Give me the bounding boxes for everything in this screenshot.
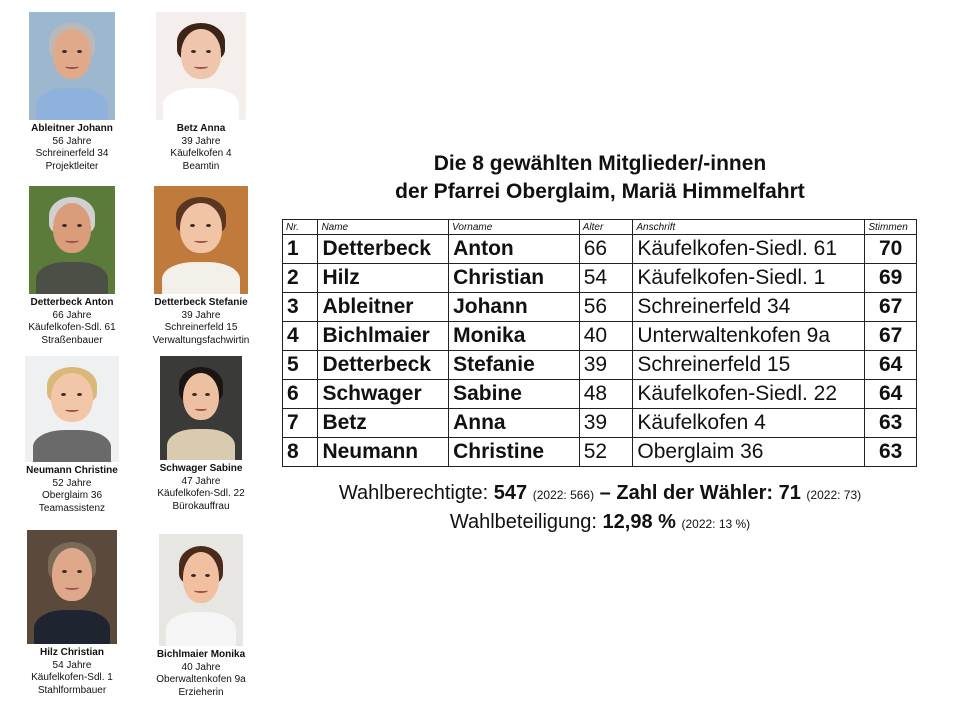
page-title <box>282 150 918 206</box>
header-name: Name <box>318 220 449 235</box>
table-row <box>283 293 917 322</box>
cell-name: Bichlmaier <box>318 322 449 351</box>
voters-prev: (2022: 73) <box>806 488 862 502</box>
header-anschrift: Anschrift <box>633 220 865 235</box>
table-body <box>283 235 917 467</box>
cell-vorname: Stefanie <box>449 351 580 380</box>
member-photo <box>29 12 115 120</box>
cell-name: Schwager <box>318 380 449 409</box>
cell-anschrift: Oberglaim 36 <box>633 438 865 467</box>
member-card <box>136 12 266 173</box>
cell-anschrift: Käufelkofen-Siedl. 22 <box>633 380 865 409</box>
member-age: 52 Jahre <box>52 477 92 489</box>
turnout-value: 12,98 % <box>602 511 676 533</box>
cell-alter: 39 <box>579 351 633 380</box>
cell-nr: 1 <box>283 235 318 264</box>
summary-line-2 <box>282 511 918 534</box>
member-photo <box>156 12 246 120</box>
cell-stimmen: 63 <box>865 438 917 467</box>
cell-anschrift: Unterwaltenkofen 9a <box>633 322 865 351</box>
cell-nr: 7 <box>283 409 318 438</box>
member-age: 39 Jahre <box>181 135 221 147</box>
summary-line-1 <box>282 482 918 505</box>
cell-alter: 39 <box>579 409 633 438</box>
member-card <box>136 356 266 513</box>
cell-stimmen: 64 <box>865 351 917 380</box>
header-stimmen: Stimmen <box>865 220 917 235</box>
member-age: 54 Jahre <box>52 659 92 671</box>
member-name: Hilz Christian <box>40 647 104 658</box>
member-job: Verwaltungsfachwirtin <box>152 334 250 346</box>
member-name: Neumann Christine <box>26 465 118 476</box>
cell-alter: 48 <box>579 380 633 409</box>
cell-stimmen: 63 <box>865 409 917 438</box>
voters-label: – Zahl der Wähler: <box>599 482 774 504</box>
cell-vorname: Christian <box>449 264 580 293</box>
cell-alter: 54 <box>579 264 633 293</box>
cell-anschrift: Käufelkofen-Siedl. 61 <box>633 235 865 264</box>
results-table <box>282 219 917 467</box>
cell-stimmen: 70 <box>865 235 917 264</box>
cell-stimmen: 69 <box>865 264 917 293</box>
member-age: 56 Jahre <box>52 135 92 147</box>
header-alter: Alter <box>579 220 633 235</box>
eligible-label: Wahlberechtigte: <box>338 482 489 504</box>
member-name: Ableitner Johann <box>31 123 113 134</box>
cell-nr: 4 <box>283 322 318 351</box>
table-row <box>283 264 917 293</box>
member-card <box>7 530 137 697</box>
member-card <box>7 12 137 173</box>
header-nr: Nr. <box>283 220 318 235</box>
member-photo <box>159 534 243 646</box>
member-card <box>136 534 266 699</box>
member-photo <box>29 186 115 294</box>
member-address: Käufelkofen-Sdl. 1 <box>31 672 113 683</box>
cell-alter: 56 <box>579 293 633 322</box>
member-age: 39 Jahre <box>181 309 221 321</box>
table-header-row <box>283 220 917 235</box>
member-job: Erzieherin <box>178 686 224 698</box>
header-vorname: Vorname <box>449 220 580 235</box>
member-address: Käufelkofen-Sdl. 61 <box>28 322 116 333</box>
table-row <box>283 409 917 438</box>
eligible-value: 547 <box>493 482 528 504</box>
member-age: 47 Jahre <box>181 475 221 487</box>
member-card <box>136 186 266 347</box>
cell-anschrift: Käufelkofen 4 <box>633 409 865 438</box>
member-photo <box>160 356 242 460</box>
cell-name: Hilz <box>318 264 449 293</box>
table-row <box>283 235 917 264</box>
table-row <box>283 380 917 409</box>
member-name: Schwager Sabine <box>159 463 243 474</box>
cell-vorname: Anton <box>449 235 580 264</box>
member-card <box>7 356 137 515</box>
member-job: Teamassistenz <box>38 502 106 514</box>
member-photo <box>154 186 248 294</box>
table-row <box>283 322 917 351</box>
member-address: Oberwaltenkofen 9a <box>156 674 246 685</box>
voters-value: 71 <box>778 482 801 504</box>
member-address: Schreinerfeld 34 <box>35 148 109 159</box>
member-photo <box>25 356 119 462</box>
turnout-prev: (2022: 13 %) <box>681 517 751 531</box>
member-address: Schreinerfeld 15 <box>164 322 238 333</box>
cell-alter: 66 <box>579 235 633 264</box>
cell-anschrift: Schreinerfeld 15 <box>633 351 865 380</box>
cell-name: Detterbeck <box>318 235 449 264</box>
cell-alter: 52 <box>579 438 633 467</box>
cell-anschrift: Käufelkofen-Siedl. 1 <box>633 264 865 293</box>
eligible-prev: (2022: 566) <box>532 488 595 502</box>
cell-name: Detterbeck <box>318 351 449 380</box>
title-line-2: der Pfarrei Oberglaim, Mariä Himmelfahrt <box>395 180 805 203</box>
member-address: Käufelkofen 4 <box>170 148 232 159</box>
member-address: Oberglaim 36 <box>41 490 103 501</box>
cell-nr: 6 <box>283 380 318 409</box>
cell-vorname: Monika <box>449 322 580 351</box>
cell-nr: 8 <box>283 438 318 467</box>
table-row <box>283 351 917 380</box>
cell-name: Betz <box>318 409 449 438</box>
member-name: Bichlmaier Monika <box>156 649 246 660</box>
turnout-label: Wahlbeteiligung: <box>449 511 597 533</box>
member-name: Betz Anna <box>176 123 226 134</box>
cell-vorname: Sabine <box>449 380 580 409</box>
member-photo <box>27 530 117 644</box>
cell-stimmen: 67 <box>865 322 917 351</box>
member-address: Käufelkofen-Sdl. 22 <box>157 488 245 499</box>
member-job: Beamtin <box>182 160 220 172</box>
cell-name: Ableitner <box>318 293 449 322</box>
member-card <box>7 186 137 347</box>
cell-nr: 3 <box>283 293 318 322</box>
cell-vorname: Anna <box>449 409 580 438</box>
member-job: Bürokauffrau <box>172 500 230 512</box>
cell-stimmen: 67 <box>865 293 917 322</box>
table-row <box>283 438 917 467</box>
member-job: Projektleiter <box>45 160 99 172</box>
cell-anschrift: Schreinerfeld 34 <box>633 293 865 322</box>
member-age: 40 Jahre <box>181 661 221 673</box>
cell-stimmen: 64 <box>865 380 917 409</box>
member-job: Straßenbauer <box>41 334 103 346</box>
cell-name: Neumann <box>318 438 449 467</box>
cell-nr: 2 <box>283 264 318 293</box>
member-job: Stahlformbauer <box>37 684 107 696</box>
cell-vorname: Johann <box>449 293 580 322</box>
cell-alter: 40 <box>579 322 633 351</box>
member-name: Detterbeck Anton <box>30 297 114 308</box>
cell-vorname: Christine <box>449 438 580 467</box>
member-name: Detterbeck Stefanie <box>154 297 248 308</box>
title-line-1: Die 8 gewählten Mitglieder/-innen <box>433 152 767 175</box>
member-age: 66 Jahre <box>52 309 92 321</box>
cell-nr: 5 <box>283 351 318 380</box>
